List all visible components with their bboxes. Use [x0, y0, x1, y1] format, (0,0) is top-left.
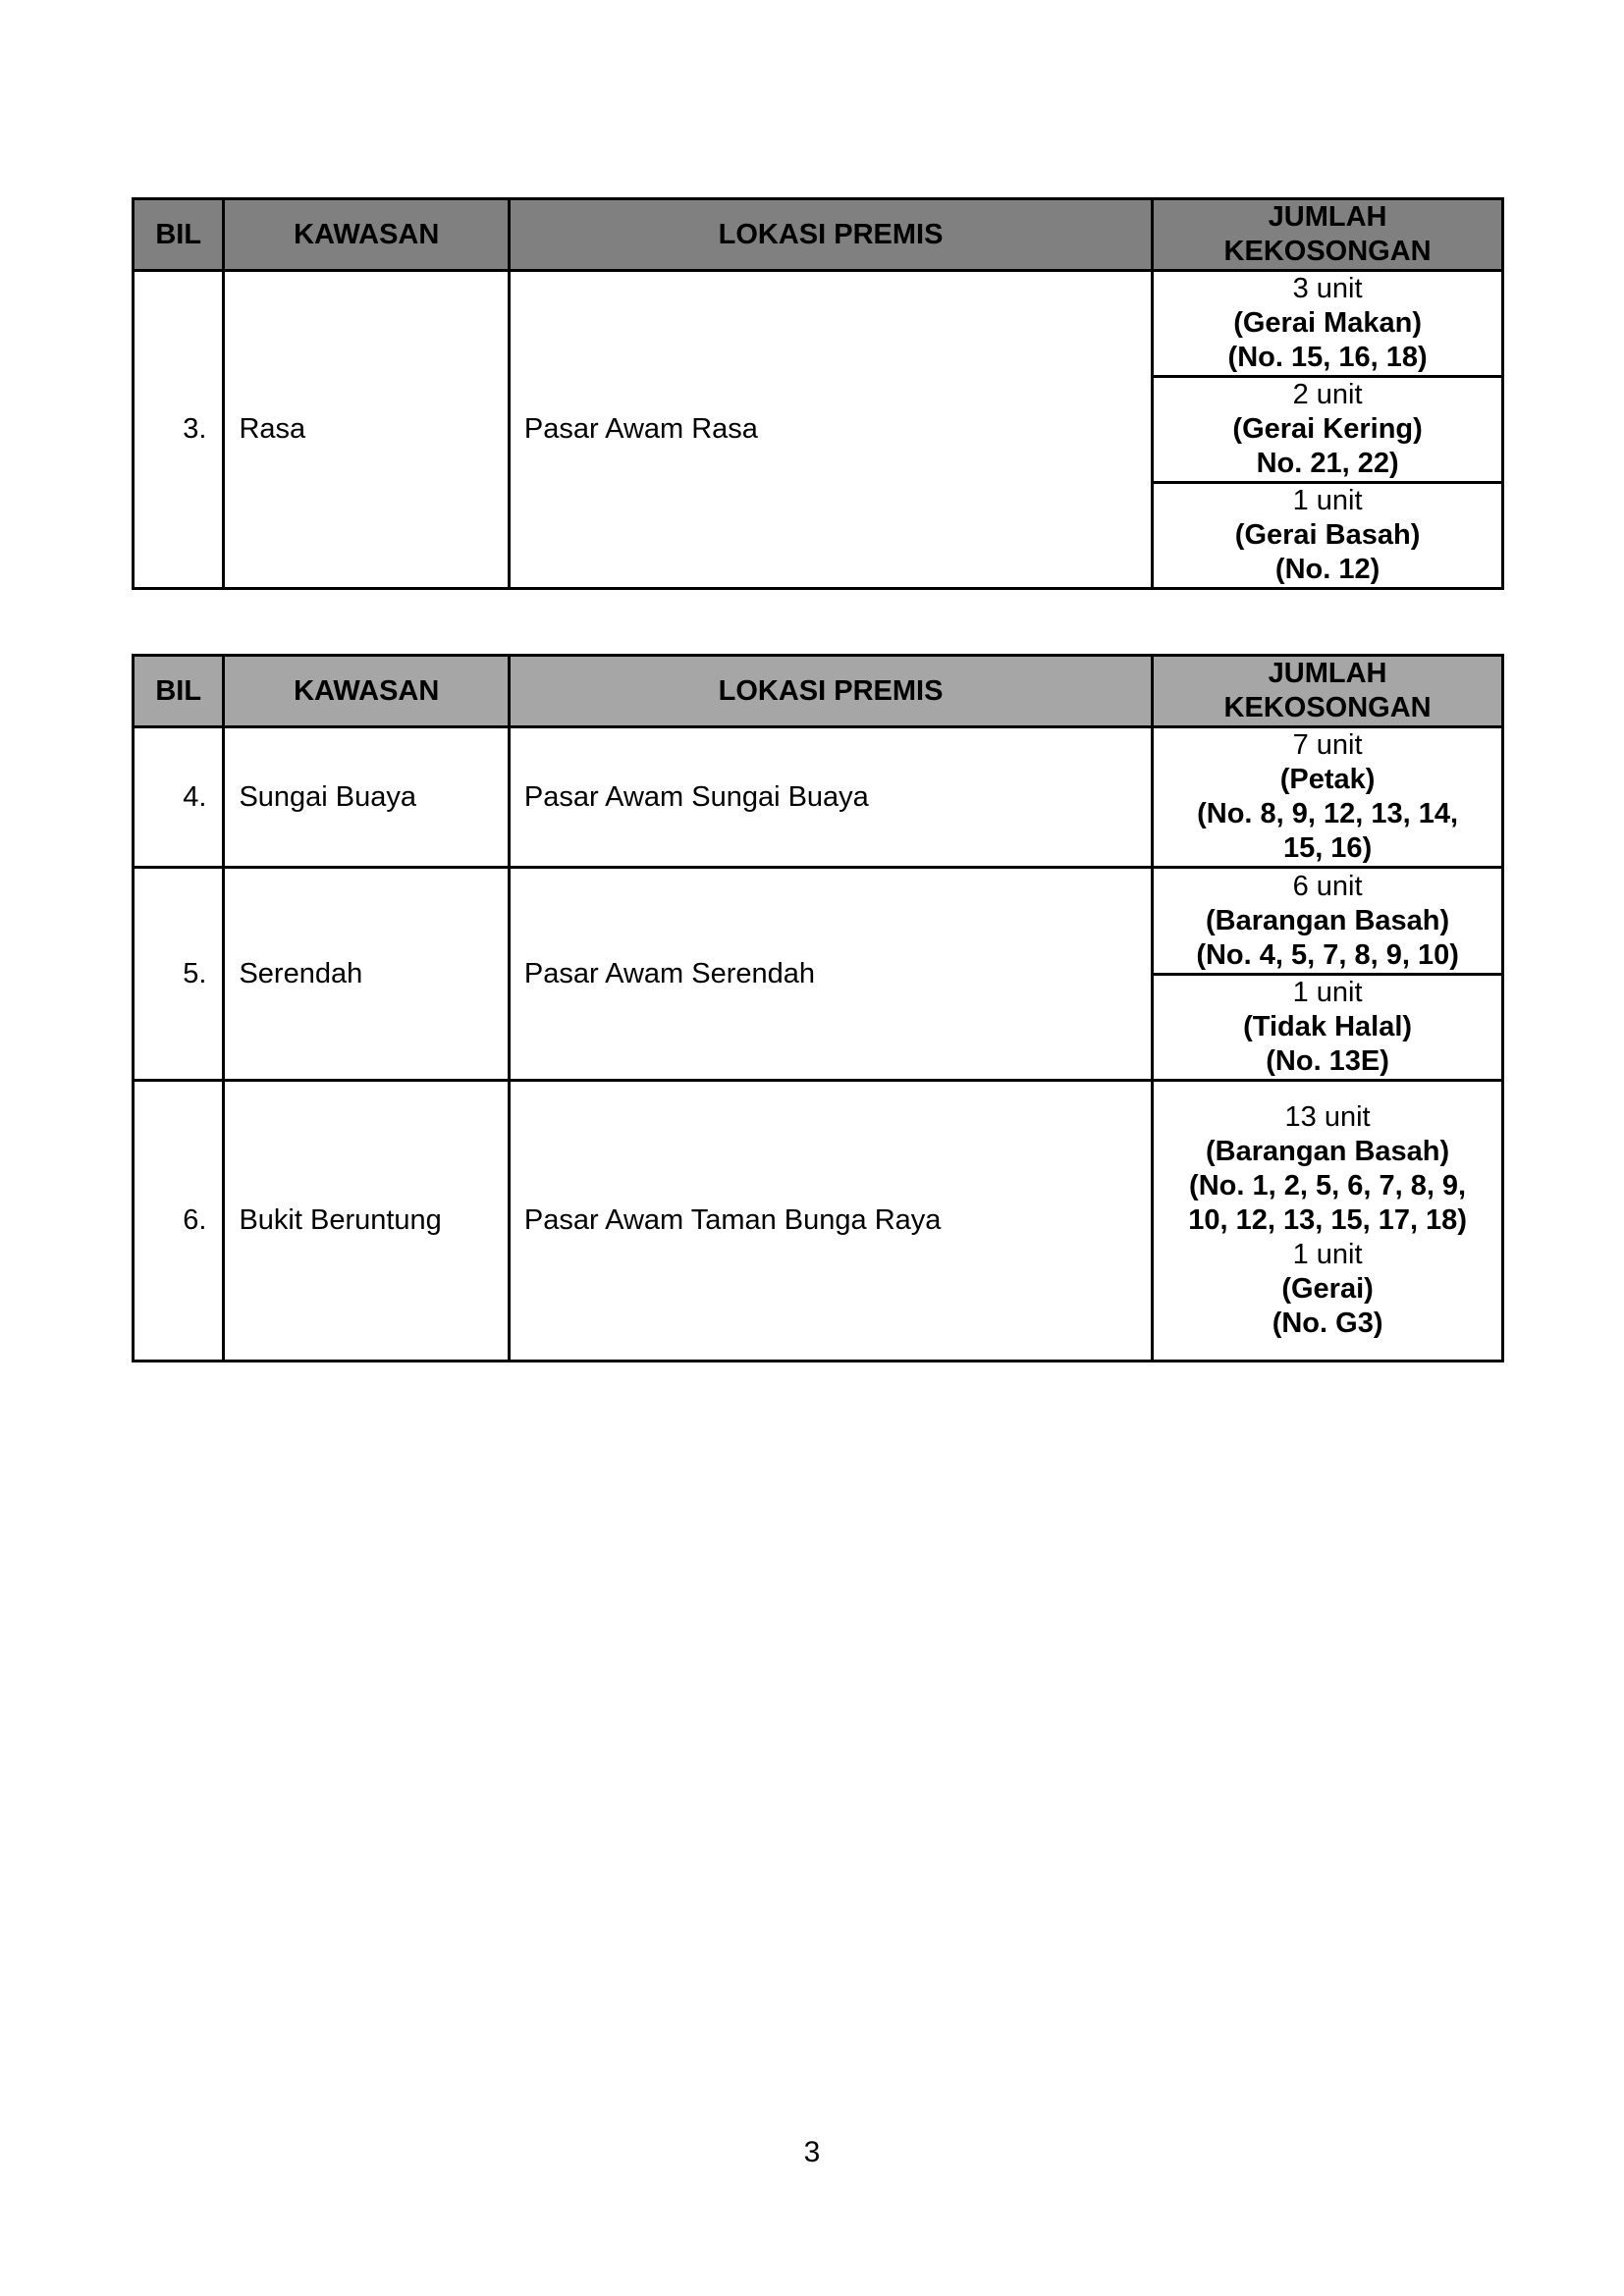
header-jumlah-line2: KEKOSONGAN: [1223, 692, 1432, 723]
header-jumlah-line1: JUMLAH: [1268, 658, 1387, 689]
entry-type: (Gerai Basah): [1234, 519, 1421, 551]
entry-numbers: (No. 1, 2, 5, 6, 7, 8, 9,: [1189, 1170, 1467, 1201]
entry-type: (Gerai Makan): [1233, 307, 1422, 339]
header-jumlah-kekosongan: [1153, 656, 1503, 727]
entry-type: (Barangan Basah): [1206, 1136, 1450, 1167]
entry-type: (Tidak Halal): [1243, 1011, 1413, 1042]
header-jumlah-line2: KEKOSONGAN: [1223, 236, 1432, 267]
row-kawasan: Bukit Beruntung: [224, 1081, 509, 1362]
entry-unit: 13 unit: [1284, 1101, 1371, 1133]
entry-type: (Barangan Basah): [1206, 904, 1450, 936]
row-bil: 3.: [134, 271, 224, 589]
row-lokasi: Pasar Awam Taman Bunga Raya: [509, 1081, 1152, 1362]
vacancy-entry: [1153, 1081, 1503, 1362]
table-row: [134, 1081, 1503, 1362]
vacancy-table-2: [132, 654, 1504, 1362]
page-number: 3: [803, 2136, 821, 2168]
vacancy-entry: [1153, 483, 1503, 589]
entry-unit: 1 unit: [1292, 485, 1363, 516]
header-lokasi-premis: LOKASI PREMIS: [509, 199, 1152, 271]
entry-numbers: 10, 12, 13, 15, 17, 18): [1188, 1204, 1467, 1236]
entry-numbers: (No. 13E): [1266, 1045, 1389, 1077]
row-kawasan: Serendah: [224, 868, 509, 1081]
row-bil: 4.: [134, 727, 224, 868]
vacancy-entry: [1153, 868, 1503, 975]
entry-type: (Petak): [1279, 764, 1376, 795]
header-kawasan: KAWASAN: [224, 656, 509, 727]
entry-unit: 1 unit: [1292, 1239, 1363, 1270]
entry-unit: 2 unit: [1292, 379, 1363, 410]
header-bil: BIL: [134, 656, 224, 727]
entry-unit: 1 unit: [1292, 977, 1363, 1008]
table-header-row: [134, 199, 1503, 271]
entry-numbers: (No. 15, 16, 18): [1227, 342, 1428, 373]
row-bil: 5.: [134, 868, 224, 1081]
entry-numbers: (No. 12): [1274, 554, 1380, 585]
entry-numbers: 15, 16): [1282, 832, 1373, 864]
table-row: [134, 271, 1503, 377]
header-kawasan: KAWASAN: [224, 199, 509, 271]
table-row: [134, 727, 1503, 868]
entry-unit: 3 unit: [1292, 273, 1363, 304]
entry-numbers: (No. 4, 5, 7, 8, 9, 10): [1196, 938, 1459, 971]
vacancy-entry: [1153, 377, 1503, 483]
header-jumlah-kekosongan: [1153, 199, 1503, 271]
entry-unit: 6 unit: [1292, 870, 1363, 902]
entry-numbers: No. 21, 22): [1256, 448, 1399, 479]
entry-numbers: (No. G3): [1272, 1308, 1383, 1339]
header-bil: BIL: [134, 199, 224, 271]
entry-unit: 7 unit: [1292, 729, 1363, 761]
row-lokasi: Pasar Awam Rasa: [509, 271, 1152, 589]
table-header-row: [134, 656, 1503, 727]
header-lokasi-premis: LOKASI PREMIS: [509, 656, 1152, 727]
vacancy-entry: [1153, 727, 1503, 868]
row-kawasan: Rasa: [224, 271, 509, 589]
entry-numbers: (No. 8, 9, 12, 13, 14,: [1197, 798, 1459, 829]
vacancy-entry: [1153, 975, 1503, 1081]
row-lokasi: Pasar Awam Serendah: [509, 868, 1152, 1081]
row-bil: 6.: [134, 1081, 224, 1362]
entry-type: (Gerai Kering): [1232, 413, 1423, 445]
entry-type: (Gerai): [1281, 1273, 1374, 1305]
header-jumlah-line1: JUMLAH: [1268, 201, 1387, 233]
row-kawasan: Sungai Buaya: [224, 727, 509, 868]
vacancy-table-1: [132, 197, 1504, 590]
row-lokasi: Pasar Awam Sungai Buaya: [509, 727, 1152, 868]
table-row: [134, 868, 1503, 975]
vacancy-entry: [1153, 271, 1503, 377]
